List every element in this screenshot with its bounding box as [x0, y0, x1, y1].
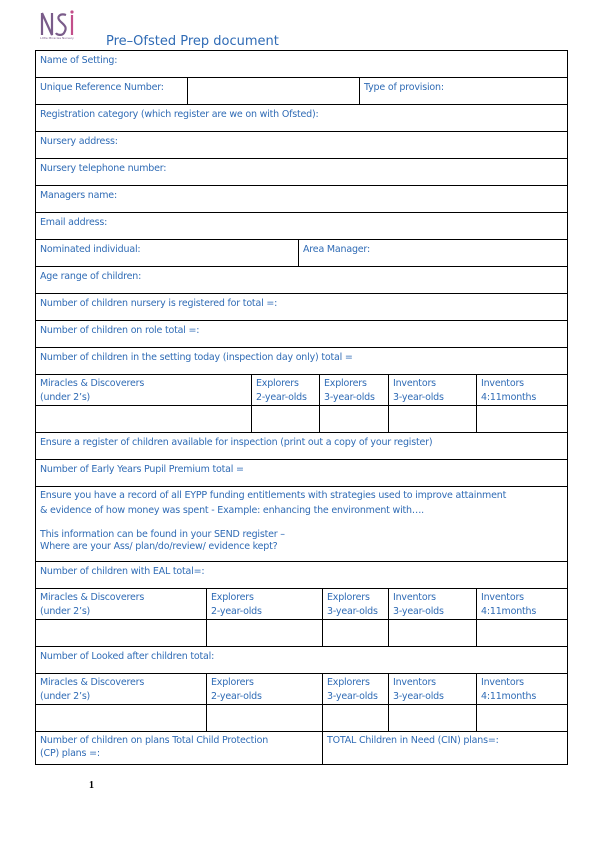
in-setting-today-field[interactable]: Number of children in the setting today (inspection day only) total = — [40, 352, 353, 363]
nursery-address-field[interactable]: Nursery address: — [40, 136, 118, 147]
row-on-role-total — [36, 321, 567, 348]
count-inventors-4-field[interactable] — [477, 406, 567, 432]
age-group-label: Miracles & Discoverers — [40, 592, 145, 603]
row-protection-plans — [36, 732, 567, 764]
age-range-field[interactable]: Age range of children: — [40, 271, 142, 282]
age-group-label: Inventors — [393, 592, 436, 603]
age-group-sublabel: 3-year-olds — [393, 691, 444, 702]
age-group-count-row — [36, 705, 567, 732]
row-telephone — [36, 159, 567, 186]
count-explorers-2-field[interactable] — [252, 406, 320, 432]
age-group-sublabel: 3-year-olds — [393, 392, 444, 403]
age-group-label: Inventors — [393, 378, 436, 389]
age-group-label: Miracles & Discoverers — [40, 677, 145, 688]
eal-count-explorers-2-field[interactable] — [207, 620, 323, 646]
urn-field[interactable] — [188, 78, 360, 104]
age-group-label: Explorers — [211, 677, 254, 688]
age-group-sublabel: 2-year-olds — [211, 691, 262, 702]
age-group-label: Explorers — [327, 592, 370, 603]
registered-total-field[interactable]: Number of children nursery is registered for total =: — [40, 298, 278, 309]
row-looked-after-total — [36, 647, 567, 674]
row-in-setting-today — [36, 348, 567, 375]
age-group-explorers-2 — [207, 589, 323, 619]
age-group-miracles — [36, 375, 252, 405]
looked-after-total-field[interactable]: Number of Looked after children total: — [40, 651, 215, 662]
age-group-sublabel: 3-year-olds — [327, 606, 378, 617]
age-group-inventors-3 — [389, 589, 477, 619]
age-group-sublabel: (under 2’s) — [40, 691, 91, 702]
age-group-sublabel: 4:11months — [481, 606, 537, 617]
age-group-label: Explorers — [211, 592, 254, 603]
area-manager-field[interactable]: Area Manager: — [303, 244, 370, 255]
count-explorers-3-field[interactable] — [320, 406, 389, 432]
lac-count-inventors-4-field[interactable] — [477, 705, 567, 731]
age-group-sublabel: 2-year-olds — [211, 606, 262, 617]
age-group-sublabel: 3-year-olds — [327, 691, 378, 702]
row-email — [36, 213, 567, 240]
eypp-record-line: & evidence of how money was spent - Example: enhancing the environment with…. — [40, 504, 424, 516]
row-registered-total — [36, 294, 567, 321]
age-group-label: Inventors — [481, 677, 524, 688]
type-of-provision-field[interactable]: Type of provision: — [364, 82, 444, 93]
eal-count-inventors-3-field[interactable] — [389, 620, 477, 646]
eypp-record-field[interactable] — [36, 487, 567, 561]
lac-count-explorers-3-field[interactable] — [323, 705, 389, 731]
lac-count-explorers-2-field[interactable] — [207, 705, 323, 731]
send-evidence-line: Where are your Ass/ plan/do/review/ evidence kept? — [40, 541, 278, 552]
eal-count-miracles-field[interactable] — [36, 620, 207, 646]
count-miracles-field[interactable] — [36, 406, 252, 432]
row-register-available — [36, 433, 567, 460]
age-group-miracles — [36, 589, 207, 619]
age-group-label: Explorers — [324, 378, 367, 389]
age-group-miracles — [36, 674, 207, 704]
row-eypp-total — [36, 460, 567, 487]
age-group-sublabel: 3-year-olds — [324, 392, 375, 403]
lac-count-inventors-3-field[interactable] — [389, 705, 477, 731]
row-nursery-address — [36, 132, 567, 159]
email-address-field[interactable]: Email address: — [40, 217, 108, 228]
age-group-explorers-3 — [323, 674, 389, 704]
eal-count-explorers-3-field[interactable] — [323, 620, 389, 646]
age-group-sublabel: 2-year-olds — [256, 392, 307, 403]
age-group-explorers-3 — [323, 589, 389, 619]
register-available-text: Ensure a register of children available for inspection (print out a copy of your register) — [40, 437, 433, 448]
nominated-individual-field[interactable]: Nominated individual: — [36, 240, 299, 266]
row-nominated-individual — [36, 240, 567, 267]
cin-plans-field[interactable]: TOTAL Children in Need (CIN) plans=: — [327, 735, 499, 746]
age-group-explorers-3 — [320, 375, 389, 405]
telephone-field[interactable]: Nursery telephone number: — [40, 163, 167, 174]
age-group-inventors-4 — [477, 674, 567, 704]
age-group-inventors-4 — [477, 375, 567, 405]
age-group-inventors-4 — [477, 589, 567, 619]
lac-count-miracles-field[interactable] — [36, 705, 207, 731]
age-group-count-row — [36, 406, 567, 433]
row-age-range — [36, 267, 567, 294]
row-eypp-record — [36, 487, 567, 562]
row-name-of-setting — [36, 51, 567, 78]
send-register-line: This information can be found in your SEND register – — [40, 529, 285, 540]
age-group-header-row — [36, 375, 567, 406]
age-group-sublabel: (under 2’s) — [40, 606, 91, 617]
row-urn — [36, 78, 567, 105]
eal-total-field[interactable]: Number of children with EAL total=: — [40, 566, 205, 577]
age-group-label: Explorers — [256, 378, 299, 389]
age-group-sublabel: (under 2’s) — [40, 392, 91, 403]
row-managers-name — [36, 186, 567, 213]
age-group-inventors-3 — [389, 674, 477, 704]
eypp-record-line: Ensure you have a record of all EYPP funding entitlements with strategies used to improve attainment — [40, 490, 507, 501]
age-group-label: Explorers — [327, 677, 370, 688]
eal-count-inventors-4-field[interactable] — [477, 620, 567, 646]
age-group-label: Miracles & Discoverers — [40, 378, 145, 389]
age-group-sublabel: 4:11months — [481, 392, 537, 403]
age-group-label: Inventors — [481, 378, 524, 389]
cp-plans-label: Number of children on plans Total Child Protection — [40, 735, 269, 746]
age-group-count-row — [36, 620, 567, 647]
age-group-header-row — [36, 589, 567, 620]
on-role-total-field[interactable]: Number of children on role total =: — [40, 325, 200, 336]
age-group-label: Inventors — [481, 592, 524, 603]
managers-name-field[interactable]: Managers name: — [40, 190, 117, 201]
age-group-label: Inventors — [393, 677, 436, 688]
ofsted-prep-form — [35, 50, 568, 765]
registration-category-field[interactable]: Registration category (which register are we on with Ofsted): — [40, 109, 319, 120]
age-group-sublabel: 3-year-olds — [393, 606, 444, 617]
row-registration-category — [36, 105, 567, 132]
age-group-sublabel: 4:11months — [481, 691, 537, 702]
eypp-total-field[interactable]: Number of Early Years Pupil Premium total = — [40, 464, 244, 475]
age-group-inventors-3 — [389, 375, 477, 405]
logo-caption: Little Miracles Nursery — [40, 36, 74, 40]
age-group-explorers-2 — [252, 375, 320, 405]
age-group-explorers-2 — [207, 674, 323, 704]
row-eal-total — [36, 562, 567, 589]
page-number: 1 — [89, 780, 94, 791]
cp-plans-label-cont: (CP) plans =: — [40, 748, 100, 759]
name-of-setting-field[interactable]: Name of Setting: — [40, 55, 118, 66]
cp-plans-field[interactable] — [36, 732, 323, 764]
document-title: Pre–Ofsted Prep document — [106, 34, 279, 49]
urn-label: Unique Reference Number: — [36, 78, 188, 104]
count-inventors-3-field[interactable] — [389, 406, 477, 432]
age-group-header-row — [36, 674, 567, 705]
